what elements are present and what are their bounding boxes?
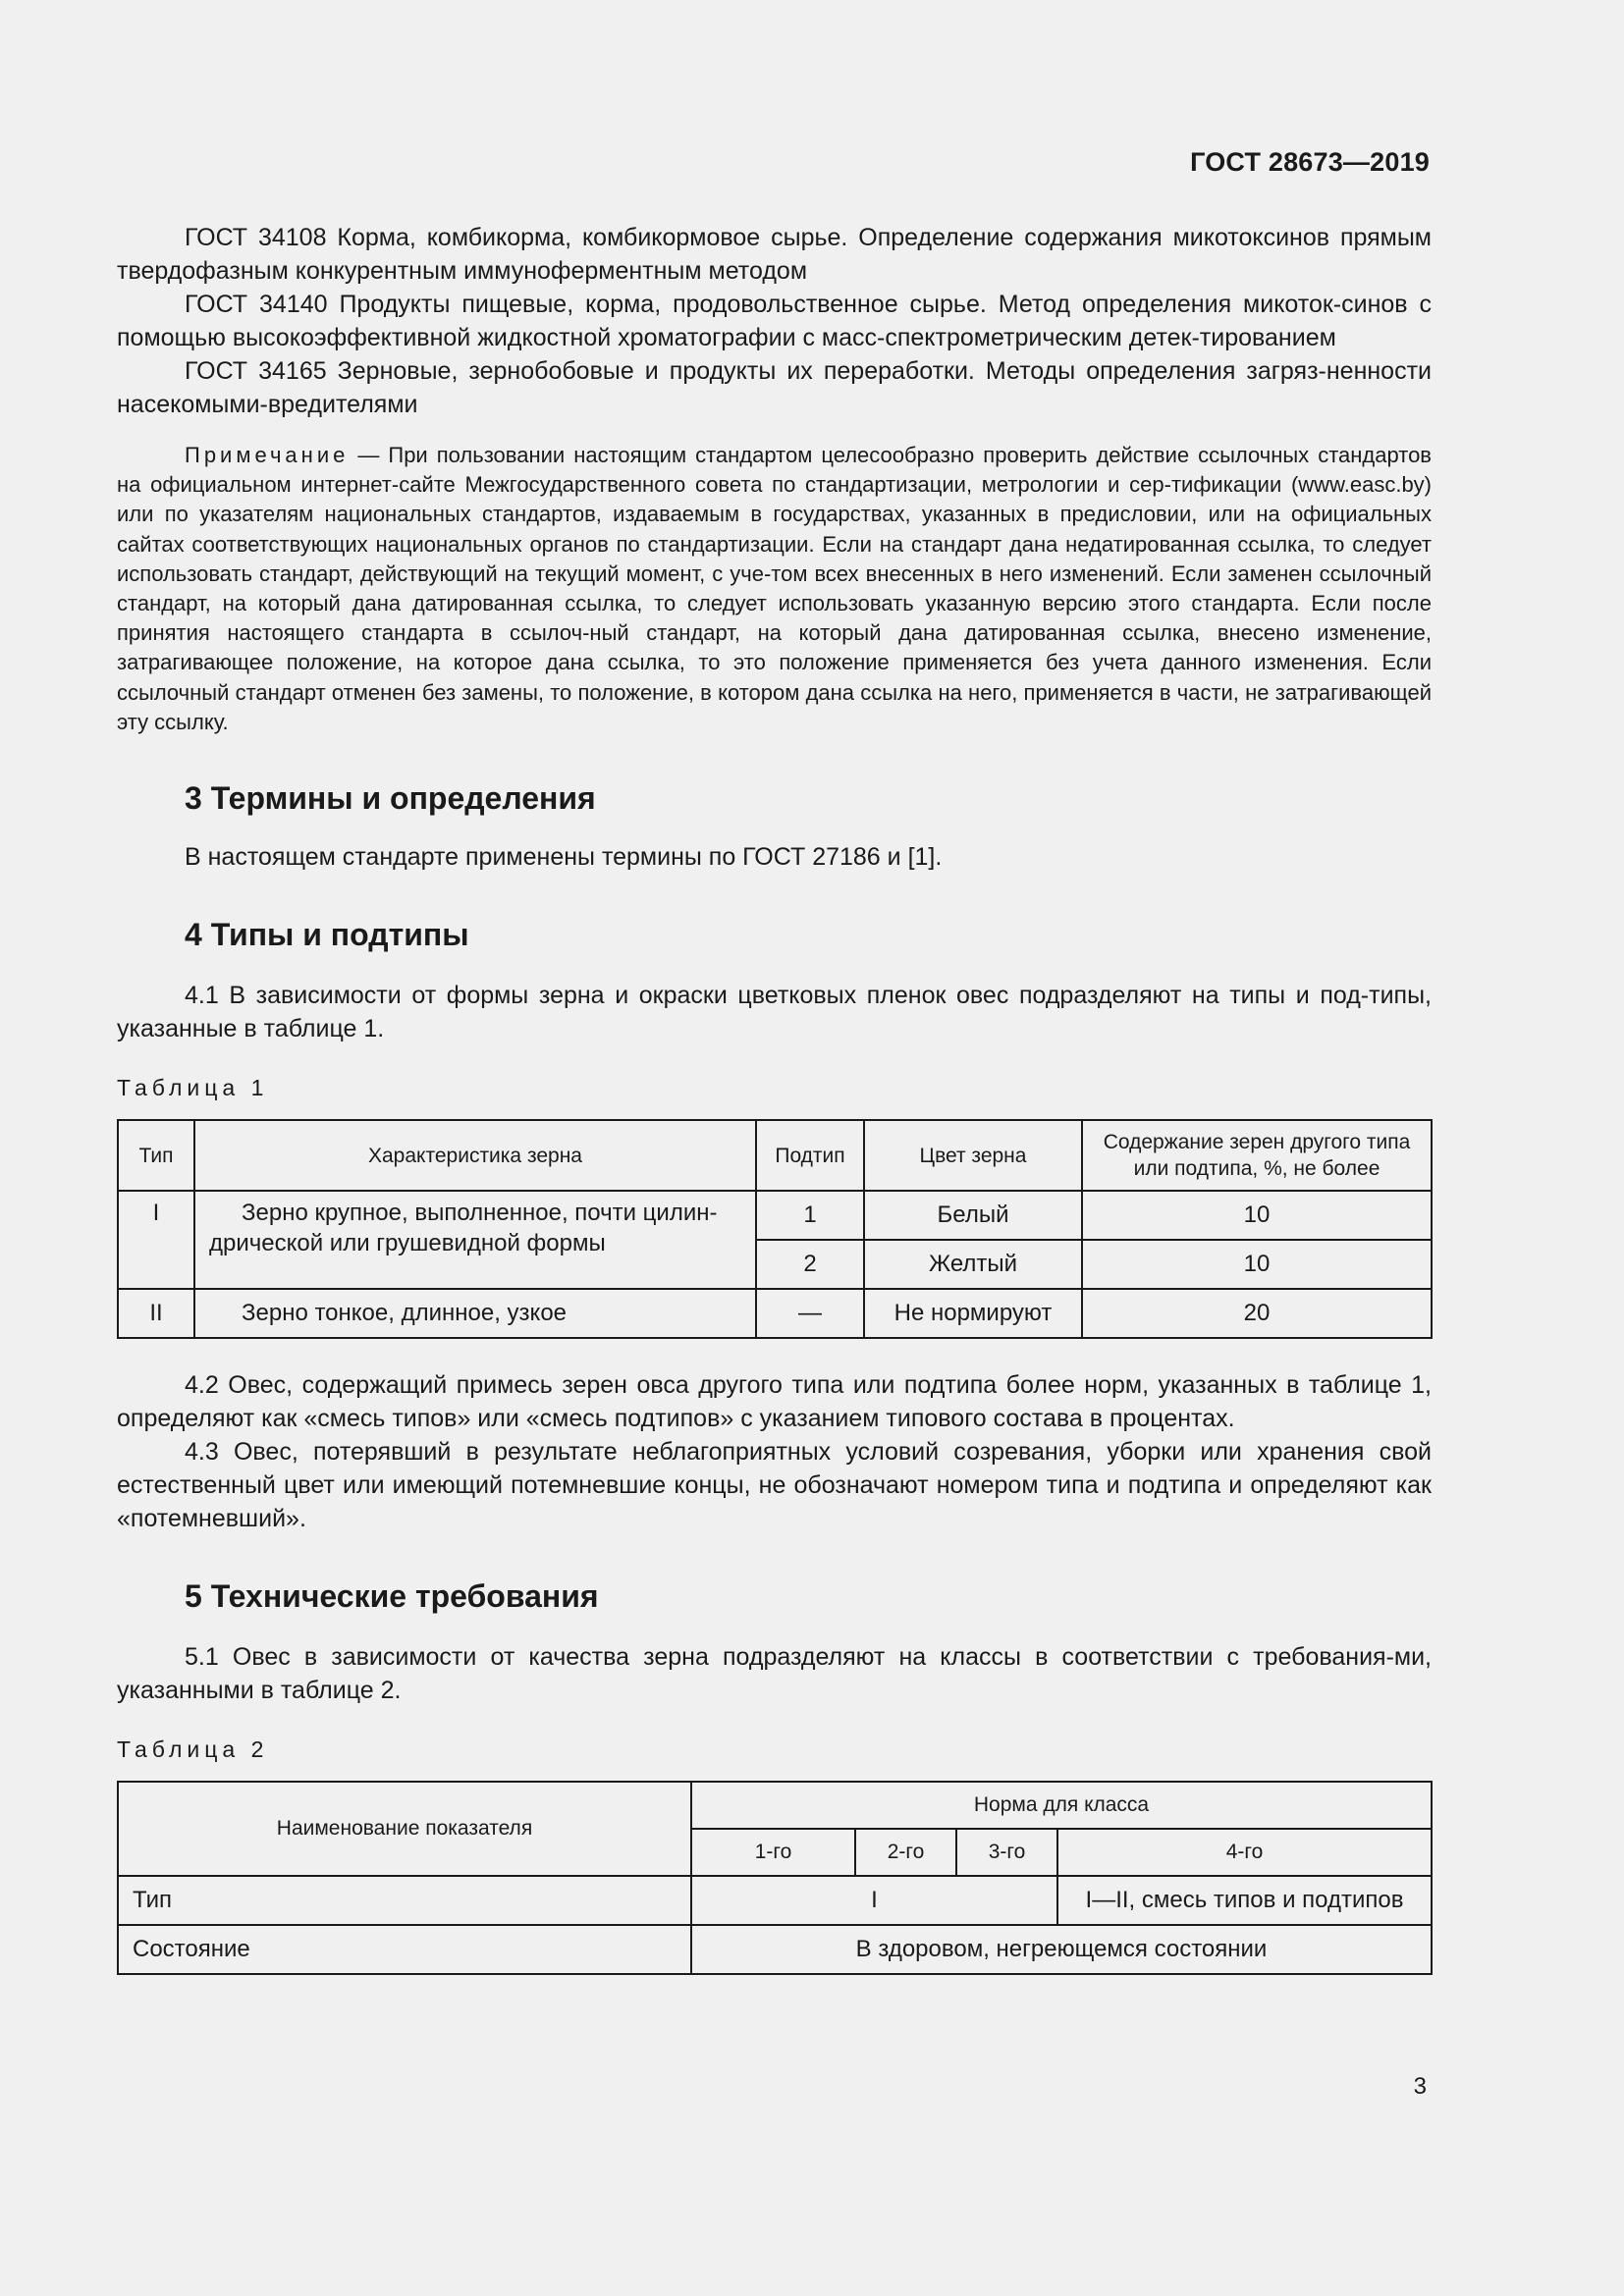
table-1-cell-color: Желтый — [864, 1240, 1082, 1289]
section-4-3-text: 4.3 Овес, потерявший в результате неблагоприятных условий созревания, уборки или хранения свой естественный цвет или имеющий потемневшие концы, не обозначают номером типа и подтипа и определяют как «потемневший». — [117, 1438, 1432, 1533]
section-5-1-text: 5.1 Овес в зависимости от качества зерна подразделяют на классы в соответствии с требования-ми, указанными в таблице 2. — [117, 1643, 1432, 1705]
note-paragraph — [117, 441, 1432, 737]
table-1-header-type: Тип — [118, 1120, 194, 1191]
note-text: — При пользовании настоящим стандартом целесообразно проверить действие ссылочных стандартов на официальном интернет-сайте Межгосударственного совета по стандартизации, метрологии и сер-тификации (www.easc.by) или по указателям национальных стандартов, издаваемым в государствах, указанных в предисловии, или на официальных сайтах соответствующих национальных органов по стандартизации. Если на стандарт дана недатированная ссылка, то следует использовать стандарт, действующий на текущий момент, с уче-том всех внесенных в него изменений. Если заменен ссылочный стандарт, на который дана датированная ссылка, то следует использовать указанную версию этого стандарта. Если после принятия настоящего стандарта в ссылоч-ный стандарт, на который дана датированная ссылка, внесено изменение, затрагивающее положение, на которое дана ссылка, то это положение применяется без учета данного изменения. Если ссылочный стандарт отменен без замены, то положение, в котором дана ссылка на него, применяется в части, не затрагивающей эту ссылку. — [117, 443, 1432, 734]
section-3-text: В настоящем стандарте применены термины по ГОСТ 27186 и [1]. — [185, 843, 943, 872]
table-2-cell-name: Тип — [118, 1876, 691, 1925]
table-row — [118, 1289, 1432, 1338]
table-1-header-subtype: Подтип — [756, 1120, 864, 1191]
table-1-cell-type: II — [118, 1289, 194, 1338]
table-1-cell-subtype: — — [756, 1289, 864, 1338]
table-2-caption: Таблица 2 — [117, 1736, 269, 1763]
table-2-cell-all-classes: В здоровом, негреющемся состоянии — [691, 1925, 1432, 1974]
table-1-cell-type: I — [118, 1191, 194, 1289]
section-4-1-text: 4.1 В зависимости от формы зерна и окраски цветковых пленок овес подразделяют на типы и под-типы, указанные в таблице 1. — [117, 982, 1432, 1043]
table-row — [118, 1191, 1432, 1240]
section-3-heading: 3 Термины и определения — [185, 780, 596, 817]
table-2-header-class-4: 4-го — [1057, 1829, 1432, 1876]
table-1-cell-content: 10 — [1082, 1240, 1432, 1289]
table-1-cell-characteristic: Зерно тонкое, длинное, узкое — [194, 1289, 756, 1338]
table-1-cell-characteristic: Зерно крупное, выполненное, почти цилин-дрической или грушевидной формы — [194, 1191, 756, 1289]
table-2-header-class-2: 2-го — [855, 1829, 956, 1876]
reference-item: ГОСТ 34140 Продукты пищевые, корма, продовольственное сырье. Метод определения микоток-синов с помощью высокоэффективной жидкостной хроматографии с масс-спектрометрическим детек-тированием — [117, 291, 1432, 351]
table-1-header-characteristic: Характеристика зерна — [194, 1120, 756, 1191]
section-4-2-text: 4.2 Овес, содержащий примесь зерен овса другого типа или подтипа более норм, указанных в таблице 1, определяют как «смесь типов» или «смесь подтипов» с указанием типового состава в процентах. — [117, 1371, 1432, 1433]
reference-item: ГОСТ 34165 Зерновые, зернобобовые и продукты их переработки. Методы определения загряз-ненности насекомыми-вредителями — [117, 357, 1432, 418]
document-code: ГОСТ 28673—2019 — [1190, 147, 1430, 177]
table-1-header-row — [118, 1120, 1432, 1191]
table-1-cell-subtype: 2 — [756, 1240, 864, 1289]
page-number: 3 — [1413, 2073, 1427, 2100]
table-row — [118, 1925, 1432, 1974]
table-1-cell-subtype: 1 — [756, 1191, 864, 1240]
section-5-heading: 5 Технические требования — [185, 1578, 599, 1615]
table-2-header-class-1: 1-го — [691, 1829, 855, 1876]
table-2-header-indicator: Наименование показателя — [118, 1782, 691, 1876]
table-row — [118, 1876, 1432, 1925]
table-2-header-class-3: 3-го — [956, 1829, 1057, 1876]
table-1-cell-content: 10 — [1082, 1191, 1432, 1240]
table-2-header-norm: Норма для класса — [691, 1782, 1432, 1829]
section-4-heading: 4 Типы и подтипы — [185, 917, 469, 953]
table-1-cell-content: 20 — [1082, 1289, 1432, 1338]
table-1-caption: Таблица 1 — [117, 1075, 269, 1101]
reference-item: ГОСТ 34108 Корма, комбикорма, комбикормовое сырье. Определение содержания микотоксинов прямым твердофазным конкурентным иммуноферментным методом — [117, 224, 1432, 285]
table-2-cell-class-4: I—II, смесь типов и подтипов — [1057, 1876, 1432, 1925]
table-2-header-row — [118, 1782, 1432, 1829]
table-1-cell-color: Не нормируют — [864, 1289, 1082, 1338]
table-1-cell-color: Белый — [864, 1191, 1082, 1240]
page-content — [117, 221, 1432, 1975]
table-1 — [117, 1119, 1433, 1339]
table-2-cell-classes-1-3: I — [691, 1876, 1057, 1925]
table-2 — [117, 1781, 1433, 1975]
table-2-cell-name: Состояние — [118, 1925, 691, 1974]
table-1-header-content: Содержание зерен другого типа или подтипа, %, не более — [1082, 1120, 1432, 1191]
table-1-header-color: Цвет зерна — [864, 1120, 1082, 1191]
note-label: Примечание — [185, 443, 350, 467]
